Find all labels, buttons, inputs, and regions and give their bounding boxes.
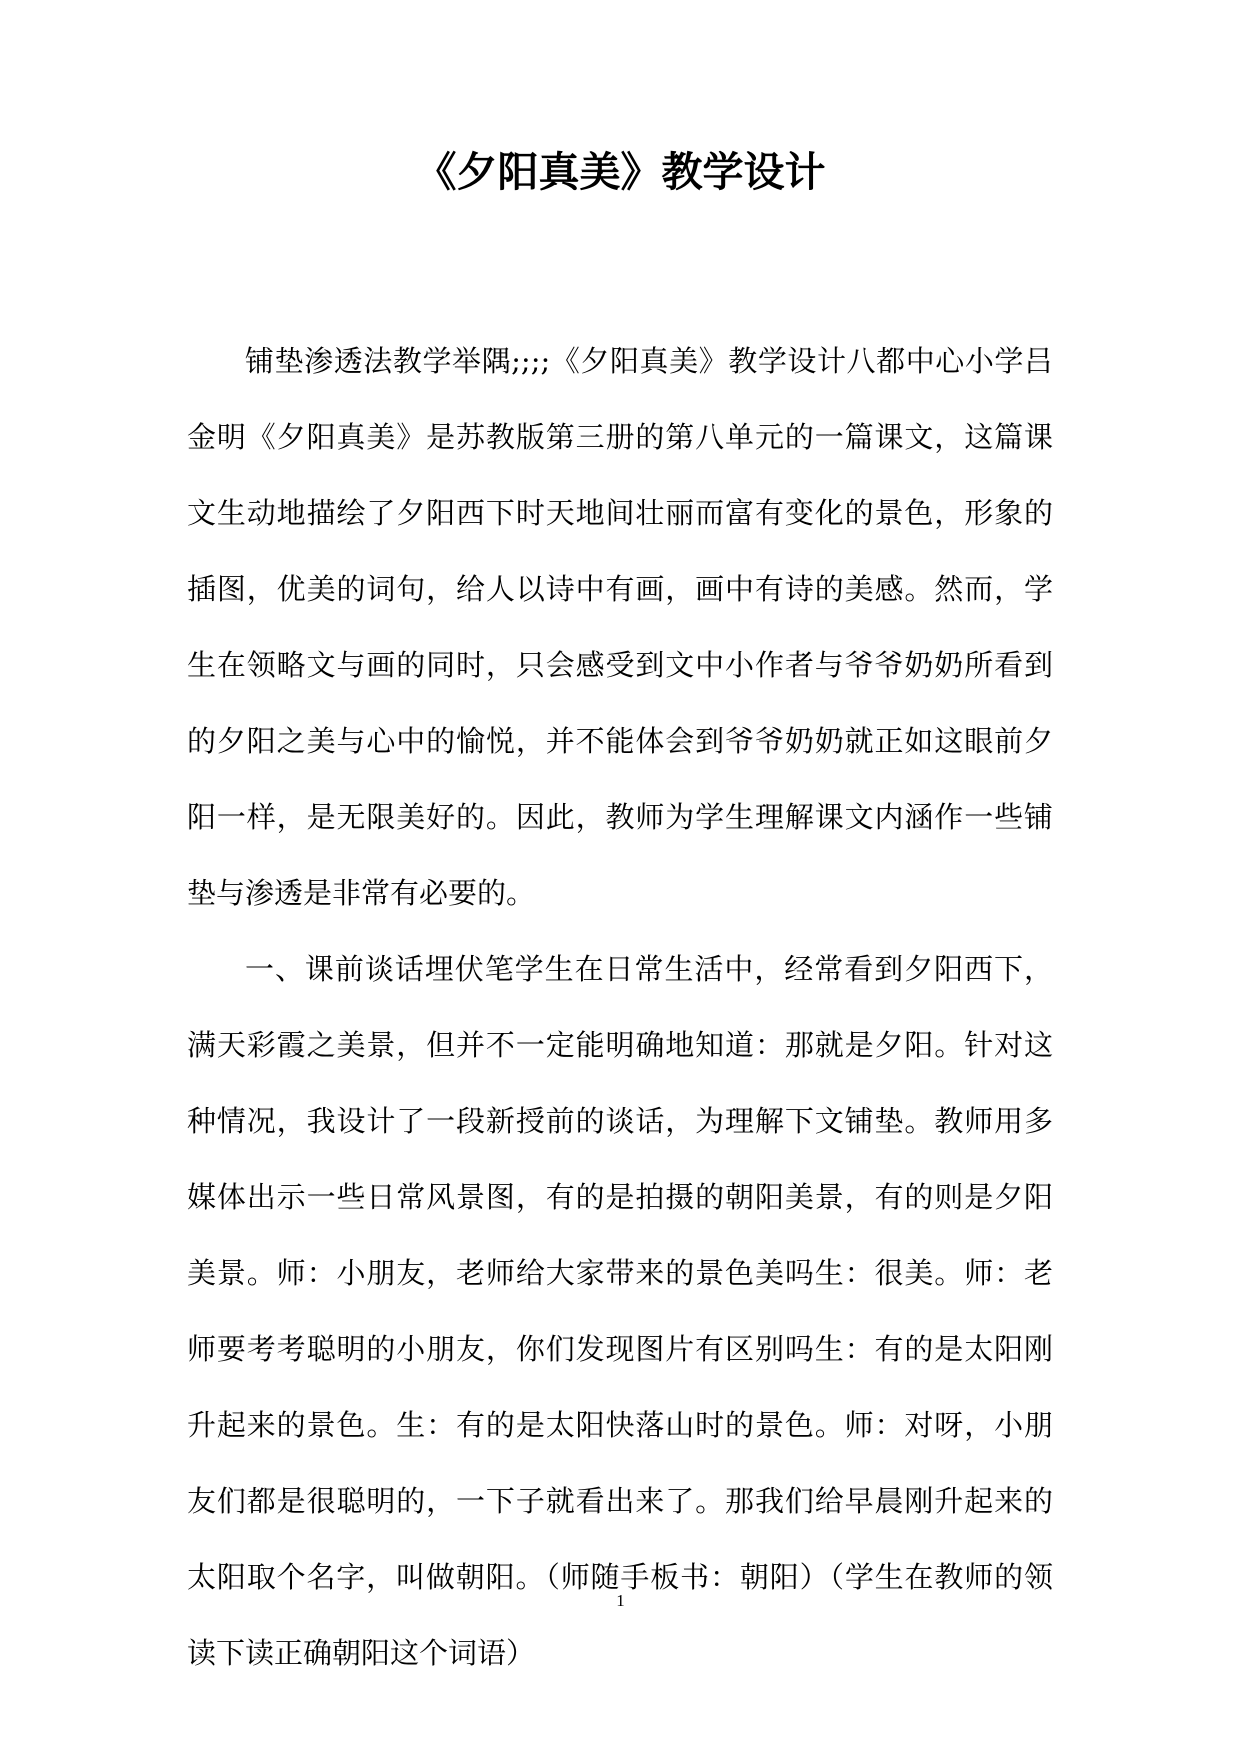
paragraph-section-one: 一、课前谈话埋伏笔学生在日常生活中，经常看到夕阳西下，满天彩霞之美景，但并不一定能明确地知道：那就是夕阳。针对这种情况，我设计了一段新授前的谈话，为理解下文铺垫。教师用多媒体出示一些日常风景图，有的是拍摄的朝阳美景，有的则是夕阳美景。师：小朋友，老师给大家带来的景色美吗生：很美。师：老师要考考聪明的小朋友，你们发现图片有区别吗生：有的是太阳刚升起来的景色。生：有的是太阳快落山时的景色。师：对呀，小朋友们都是很聪明的，一下子就看出来了。那我们给早晨刚升起来的太阳取个名字，叫做朝阳。（师随手板书：朝阳）（学生在教师的领读下读正确朝阳这个词语）: [187, 952, 1053, 1670]
document-body: [187, 323, 1053, 1691]
document-title: 《夕阳真美》教学设计: [415, 148, 826, 196]
paragraph-intro: 铺垫渗透法教学举隅;;;;《夕阳真美》教学设计八都中心小学吕金明《夕阳真美》是苏教版第三册的第八单元的一篇课文，这篇课文生动地描绘了夕阳西下时天地间壮丽而富有变化的景色，形象的插图，优美的词句，给人以诗中有画，画中有诗的美感。然而，学生在领略文与画的同时，只会感受到文中小作者与爷爷奶奶所看到的夕阳之美与心中的愉悦，并不能体会到爷爷奶奶就正如这眼前夕阳一样，是无限美好的。因此，教师为学生理解课文内涵作一些铺垫与渗透是非常有必要的。: [187, 344, 1053, 910]
page-number: 1: [616, 1591, 625, 1610]
